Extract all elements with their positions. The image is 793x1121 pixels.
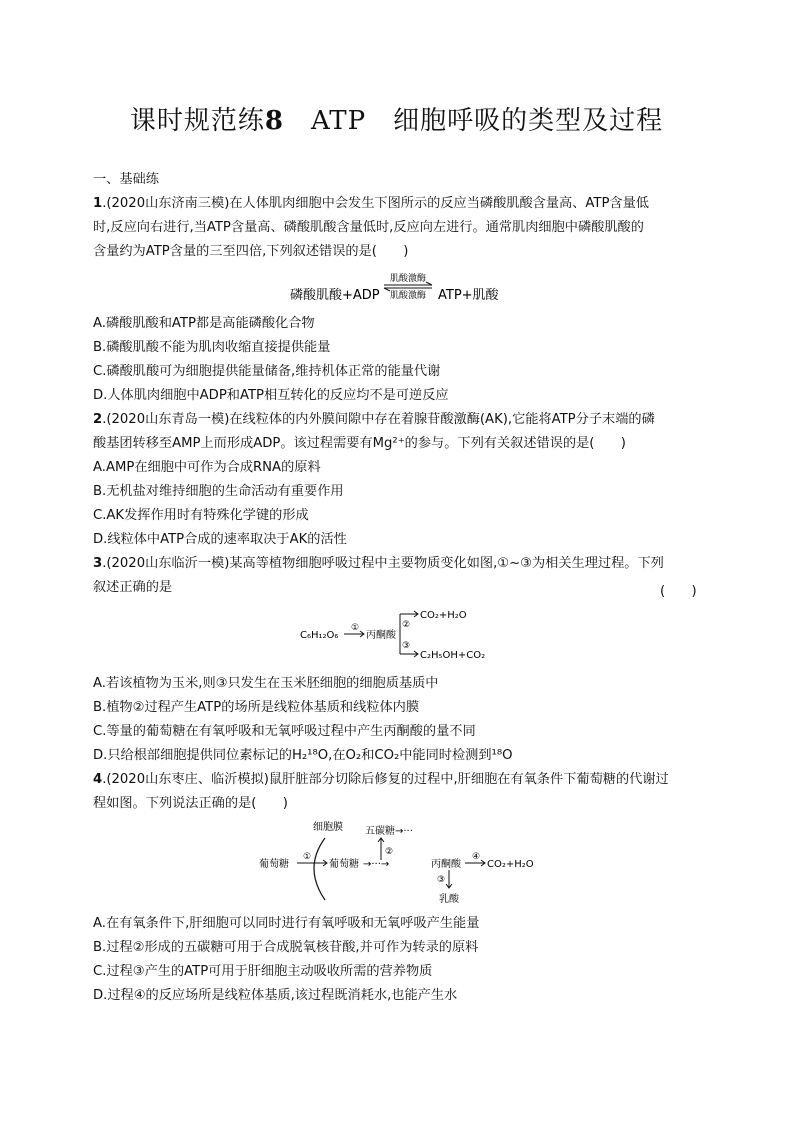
title-number: 8 bbox=[264, 106, 284, 136]
q1-option-d: D.人体肌肉细胞中ADP和ATP相互转化的反应均不是可逆反应 bbox=[93, 388, 449, 403]
product3-label: C₂H₅OH+CO₂ bbox=[420, 650, 486, 661]
lactate-label: 乳酸 bbox=[439, 894, 459, 905]
q1-line-2: 时,反应向右进行,当ATP含量高、磷酸肌酸含量低时,反应向左进行。通常肌肉细胞中磷酸肌酸的 bbox=[93, 220, 644, 235]
q3-option-a: A.若该植物为玉米,则③只发生在玉米胚细胞的细胞质基质中 bbox=[93, 676, 439, 691]
section-heading: 一、基础练 bbox=[93, 172, 159, 187]
step2-label: ② bbox=[402, 620, 411, 630]
membrane-label: 细胞膜 bbox=[313, 822, 343, 833]
q1-line-1 bbox=[93, 196, 649, 212]
q4-pyruvate-label: 丙酮酸 bbox=[431, 859, 461, 870]
q4-step2-label: ② bbox=[385, 847, 394, 857]
q2-number: 2 bbox=[93, 412, 103, 427]
q4-step1-label: ① bbox=[303, 852, 312, 862]
glucose-in-label: 葡萄糖 bbox=[329, 859, 359, 870]
pentose-label: 五碳糖→··· bbox=[365, 826, 413, 837]
q2-option-b: B.无机盐对维持细胞的生命活动有重要作用 bbox=[93, 484, 344, 499]
q4-number: 4 bbox=[93, 772, 103, 787]
enzyme-top: 肌酸激酶 bbox=[390, 274, 427, 284]
step3-label: ③ bbox=[402, 641, 411, 651]
q2-line-1 bbox=[93, 412, 655, 428]
q1-option-c: C.磷酸肌酸可为细胞提供能量储备,维持机体正常的能量代谢 bbox=[93, 364, 441, 379]
q4-text-1: .(2020山东枣庄、临沂模拟)鼠肝脏部分切除后修复的过程中,肝细胞在有氧条件下葡萄糖的代谢过 bbox=[102, 772, 669, 787]
q1-option-b: B.磷酸肌酸不能为肌肉收缩直接提供能量 bbox=[93, 340, 331, 355]
product2-label: CO₂+H₂O bbox=[420, 610, 467, 621]
enzyme-bottom: 肌酸激酶 bbox=[390, 291, 427, 301]
product4-label: CO₂+H₂O bbox=[487, 859, 534, 870]
q3-option-c: C.等量的葡萄糖在有氧呼吸和无氧呼吸过程中产生丙酮酸的量不同 bbox=[93, 724, 476, 739]
q3-option-d: D.只给根部细胞提供同位素标记的H₂¹⁸O,在O₂和CO₂中能同时检测到¹⁸O bbox=[93, 748, 513, 763]
q1-line-3: 含量约为ATP含量的三至四倍,下列叙述错误的是( ) bbox=[93, 244, 409, 259]
title-prefix: 课时规范练 bbox=[129, 106, 265, 136]
dots-label: →···→ bbox=[363, 859, 390, 870]
q1-equation bbox=[280, 268, 540, 306]
q4-line-1 bbox=[93, 772, 669, 788]
q1-option-a: A.磷酸肌酸和ATP都是高能磷酸化合物 bbox=[93, 316, 315, 331]
q3-text-1: .(2020山东临沂一模)某高等植物细胞呼吸过程中主要物质变化如图,①~③为相关生理过程。下列 bbox=[102, 556, 664, 571]
q4-option-b: B.过程②形成的五碳糖可用于合成脱氧核苷酸,并可作为转录的原料 bbox=[93, 940, 479, 955]
cell-membrane-curve bbox=[314, 838, 325, 900]
glucose-label: C₆H₁₂O₆ bbox=[300, 630, 339, 641]
q3-number: 3 bbox=[93, 556, 103, 571]
pyruvate-label: 丙酮酸 bbox=[366, 630, 396, 641]
q4-diagram bbox=[255, 816, 540, 906]
equation-left: 磷酸肌酸+ADP bbox=[290, 288, 380, 303]
step1-label: ① bbox=[351, 623, 360, 633]
q4-line-2: 程如图。下列说法正确的是( ) bbox=[93, 796, 288, 811]
q4-option-a: A.在有氧条件下,肝细胞可以同时进行有氧呼吸和无氧呼吸产生能量 bbox=[93, 916, 480, 931]
q2-option-d: D.线粒体中ATP合成的速率取决于AK的活性 bbox=[93, 532, 347, 547]
q4-step4-label: ④ bbox=[472, 852, 481, 862]
q1-text-1: .(2020山东济南三模)在人体肌肉细胞中会发生下图所示的反应当磷酸肌酸含量高、ATP含量低 bbox=[102, 196, 649, 211]
title-rest: ATP 细胞呼吸的类型及过程 bbox=[310, 106, 664, 136]
q3-line-2: 叙述正确的是 bbox=[93, 580, 173, 595]
q4-step3-label: ③ bbox=[437, 875, 446, 885]
q4-option-d: D.过程④的反应场所是线粒体基质,该过程既消耗水,也能产生水 bbox=[93, 988, 458, 1003]
q3-diagram bbox=[296, 602, 506, 666]
q4-option-c: C.过程③产生的ATP可用于肝细胞主动吸收所需的营养物质 bbox=[93, 964, 433, 979]
equation-right: ATP+肌酸 bbox=[438, 288, 499, 303]
q2-option-c: C.AK发挥作用时有特殊化学键的形成 bbox=[93, 508, 309, 523]
q3-option-b: B.植物②过程产生ATP的场所是线粒体基质和线粒体内膜 bbox=[93, 700, 420, 715]
q3-line-1 bbox=[93, 556, 664, 572]
q3-answer-paren: ( ) bbox=[660, 584, 697, 599]
glucose-out-label: 葡萄糖 bbox=[259, 859, 289, 870]
q2-option-a: A.AMP在细胞中可作为合成RNA的原料 bbox=[93, 460, 321, 475]
q1-number: 1 bbox=[93, 196, 103, 211]
q2-line-2: 酸基团转移至AMP上而形成ADP。该过程需要有Mg²⁺的参与。下列有关叙述错误的是( ) bbox=[93, 436, 626, 451]
q2-text-1: .(2020山东青岛一模)在线粒体的内外膜间隙中存在着腺苷酸激酶(AK),它能将ATP分子末端的磷 bbox=[102, 412, 655, 427]
page-title bbox=[0, 100, 793, 137]
